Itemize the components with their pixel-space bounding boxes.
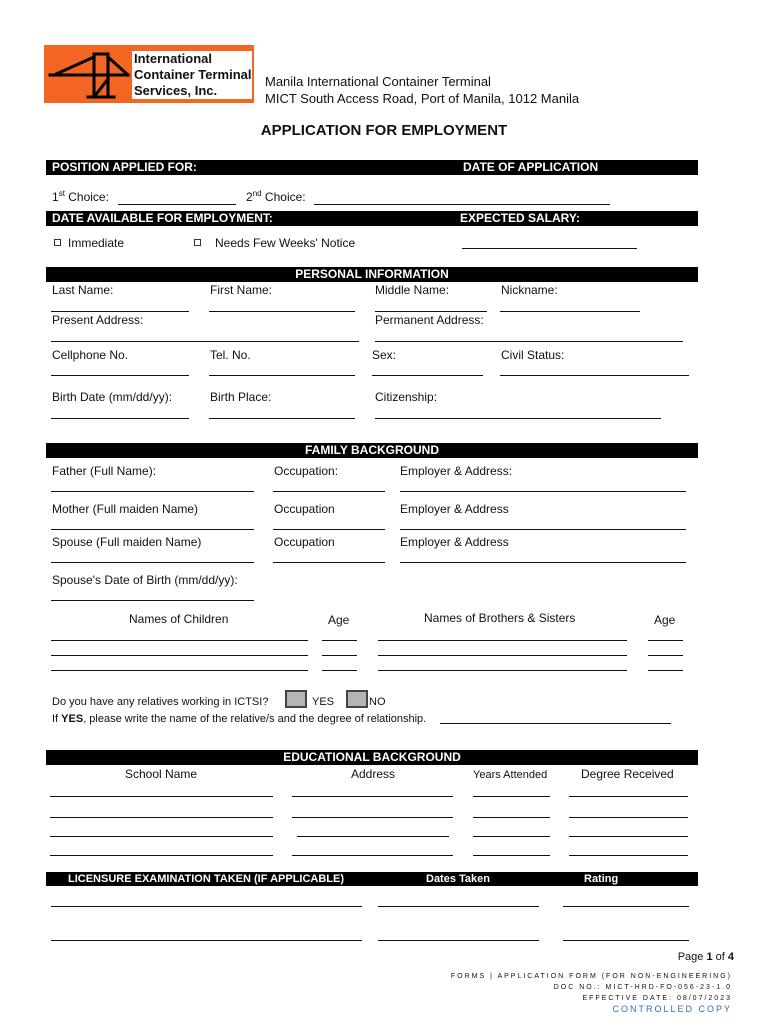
logo-text-line-1: International bbox=[134, 51, 213, 66]
permanent-address-field[interactable] bbox=[375, 341, 683, 342]
present-address-field[interactable] bbox=[51, 341, 359, 342]
school-address-field[interactable] bbox=[292, 855, 453, 856]
logo-text-block bbox=[132, 51, 252, 99]
present-address-label: Present Address: bbox=[52, 313, 144, 327]
footer-forms-line: FORMS | APPLICATION FORM (FOR NON-ENGINEERING) bbox=[450, 973, 732, 980]
children-header: Names of Children bbox=[129, 612, 229, 626]
school-address-field[interactable] bbox=[297, 836, 449, 837]
first-choice-field[interactable] bbox=[118, 204, 236, 205]
sibling-name-field[interactable] bbox=[378, 640, 627, 641]
educational-background-label: EDUCATIONAL BACKGROUND bbox=[283, 750, 461, 764]
father-label: Father (Full Name): bbox=[52, 464, 157, 478]
siblings-header: Names of Brothers & Sisters bbox=[424, 611, 576, 625]
cellphone-label: Cellphone No. bbox=[52, 348, 129, 362]
child-name-field[interactable] bbox=[51, 655, 308, 656]
crane-icon bbox=[48, 49, 130, 99]
spouse-occupation-field[interactable] bbox=[273, 562, 385, 563]
personal-info-label: PERSONAL INFORMATION bbox=[295, 267, 449, 281]
birth-date-label: Birth Date (mm/dd/yy): bbox=[52, 390, 173, 404]
first-name-field[interactable] bbox=[209, 311, 355, 312]
immediate-checkbox[interactable] bbox=[54, 239, 61, 246]
school-name-field[interactable] bbox=[50, 855, 273, 856]
last-name-field[interactable] bbox=[51, 311, 189, 312]
second-choice-label: 2nd Choice: bbox=[246, 189, 306, 204]
weeks-notice-label: Needs Few Weeks' Notice bbox=[215, 236, 356, 250]
spouse-occupation-label: Occupation bbox=[274, 535, 335, 549]
school-name-field[interactable] bbox=[50, 836, 273, 837]
spouse-label: Spouse (Full maiden Name) bbox=[52, 535, 202, 549]
rating-label: Rating bbox=[584, 873, 619, 885]
father-name-field[interactable] bbox=[51, 491, 254, 492]
sex-label: Sex: bbox=[372, 348, 397, 362]
school-name-header: School Name bbox=[125, 767, 198, 781]
years-attended-field[interactable] bbox=[473, 817, 550, 818]
mother-name-field[interactable] bbox=[51, 529, 254, 530]
relatives-field[interactable] bbox=[440, 723, 671, 724]
birth-place-field[interactable] bbox=[209, 418, 355, 419]
section-bar-availability bbox=[46, 211, 698, 226]
controlled-copy-label: CONTROLLED COPY bbox=[612, 1004, 732, 1014]
tel-label: Tel. No. bbox=[210, 348, 251, 362]
licensure-date-field[interactable] bbox=[378, 906, 539, 907]
sibling-age-field[interactable] bbox=[648, 640, 683, 641]
nickname-label: Nickname: bbox=[501, 283, 558, 297]
sex-field[interactable] bbox=[372, 375, 483, 376]
permanent-address-label: Permanent Address: bbox=[375, 313, 484, 327]
spouse-dob-field[interactable] bbox=[51, 600, 254, 601]
sibling-age-field[interactable] bbox=[648, 670, 683, 671]
nickname-field[interactable] bbox=[500, 311, 640, 312]
relatives-no-label: NO bbox=[369, 696, 386, 708]
family-background-label: FAMILY BACKGROUND bbox=[304, 443, 439, 457]
licensure-exam-field[interactable] bbox=[51, 940, 362, 941]
years-attended-field[interactable] bbox=[473, 855, 550, 856]
date-of-application-label: DATE OF APPLICATION bbox=[463, 160, 599, 174]
siblings-age-header: Age bbox=[654, 613, 676, 627]
child-name-field[interactable] bbox=[51, 670, 308, 671]
father-occupation-field[interactable] bbox=[273, 491, 385, 492]
civil-status-field[interactable] bbox=[500, 375, 689, 376]
child-age-field[interactable] bbox=[322, 640, 357, 641]
spouse-dob-label: Spouse's Date of Birth (mm/dd/yy): bbox=[52, 573, 238, 587]
spouse-name-field[interactable] bbox=[51, 562, 254, 563]
sibling-age-field[interactable] bbox=[648, 655, 683, 656]
company-logo bbox=[44, 45, 254, 103]
middle-name-field[interactable] bbox=[375, 311, 487, 312]
degree-received-field[interactable] bbox=[569, 855, 688, 856]
section-bar-position bbox=[46, 160, 698, 175]
expected-salary-field[interactable] bbox=[462, 248, 637, 249]
years-attended-field[interactable] bbox=[473, 836, 550, 837]
birth-place-label: Birth Place: bbox=[210, 390, 272, 404]
relatives-no-checkbox[interactable] bbox=[346, 690, 368, 708]
address-line-2: MICT South Access Road, Port of Manila, 1012 Manila bbox=[265, 91, 580, 106]
degree-received-field[interactable] bbox=[569, 796, 688, 797]
relatives-yes-label: YES bbox=[312, 696, 335, 708]
licensure-rating-field[interactable] bbox=[563, 906, 689, 907]
tel-field[interactable] bbox=[209, 375, 355, 376]
section-bar-family bbox=[46, 443, 698, 458]
last-name-label: Last Name: bbox=[52, 283, 114, 297]
dates-taken-label: Dates Taken bbox=[426, 873, 490, 885]
licensure-label: LICENSURE EXAMINATION TAKEN (IF APPLICABLE) bbox=[68, 873, 345, 885]
citizenship-field[interactable] bbox=[375, 418, 661, 419]
section-bar-personal bbox=[46, 267, 698, 282]
school-address-field[interactable] bbox=[292, 817, 453, 818]
mother-employer-label: Employer & Address bbox=[400, 502, 509, 516]
child-age-field[interactable] bbox=[322, 655, 357, 656]
immediate-label: Immediate bbox=[68, 236, 125, 250]
relatives-yes-checkbox[interactable] bbox=[285, 690, 307, 708]
licensure-rating-field[interactable] bbox=[563, 940, 689, 941]
expected-salary-label: EXPECTED SALARY: bbox=[460, 211, 581, 225]
footer-doc-no: DOC NO.: MICT-HRD-FO-056-23-1.0 bbox=[553, 984, 732, 991]
address-line-1: Manila International Container Terminal bbox=[265, 74, 491, 89]
mother-occupation-label: Occupation bbox=[274, 502, 335, 516]
degree-received-header: Degree Received bbox=[581, 767, 674, 781]
first-name-label: First Name: bbox=[210, 283, 273, 297]
child-age-field[interactable] bbox=[322, 670, 357, 671]
weeks-notice-checkbox[interactable] bbox=[194, 239, 201, 246]
spouse-employer-field[interactable] bbox=[400, 562, 686, 563]
school-name-field[interactable] bbox=[50, 796, 273, 797]
child-name-field[interactable] bbox=[51, 640, 308, 641]
relatives-instruction: If YES, please write the name of the relative/s and the degree of relationship. bbox=[52, 713, 427, 725]
section-bar-licensure bbox=[46, 872, 698, 886]
sibling-name-field[interactable] bbox=[378, 655, 627, 656]
cellphone-field[interactable] bbox=[51, 375, 189, 376]
first-choice-label: 1st Choice: bbox=[52, 189, 109, 204]
licensure-exam-field[interactable] bbox=[51, 906, 362, 907]
page-number: Page 1 of 4 bbox=[677, 951, 734, 963]
sibling-name-field[interactable] bbox=[378, 670, 627, 671]
school-address-field[interactable] bbox=[292, 796, 453, 797]
mother-employer-field[interactable] bbox=[400, 529, 686, 530]
degree-received-field[interactable] bbox=[569, 817, 688, 818]
position-bar-label: POSITION APPLIED FOR: bbox=[52, 160, 197, 174]
mother-occupation-field[interactable] bbox=[273, 529, 385, 530]
degree-received-field[interactable] bbox=[569, 836, 688, 837]
spouse-employer-label: Employer & Address bbox=[400, 535, 509, 549]
logo-text-line-2: Container Terminal bbox=[134, 67, 252, 82]
section-bar-education bbox=[46, 750, 698, 765]
second-choice-field[interactable] bbox=[314, 204, 610, 205]
years-attended-header: Years Attended bbox=[473, 769, 548, 781]
father-occupation-label: Occupation: bbox=[274, 464, 339, 478]
father-employer-field[interactable] bbox=[400, 491, 686, 492]
school-name-field[interactable] bbox=[50, 817, 273, 818]
middle-name-label: Middle Name: bbox=[375, 283, 450, 297]
father-employer-label: Employer & Address: bbox=[400, 464, 513, 478]
form-title: APPLICATION FOR EMPLOYMENT bbox=[260, 122, 508, 139]
address-header: Address bbox=[351, 767, 396, 781]
logo-text-line-3: Services, Inc. bbox=[134, 83, 218, 98]
birth-date-field[interactable] bbox=[51, 418, 189, 419]
years-attended-field[interactable] bbox=[473, 796, 550, 797]
footer-effective-date: EFFECTIVE DATE: 08/07/2023 bbox=[582, 995, 732, 1002]
relatives-question: Do you have any relatives working in ICTSI? bbox=[52, 696, 269, 708]
licensure-date-field[interactable] bbox=[378, 940, 539, 941]
children-age-header: Age bbox=[328, 613, 350, 627]
mother-label: Mother (Full maiden Name) bbox=[52, 502, 199, 516]
citizenship-label: Citizenship: bbox=[375, 390, 438, 404]
civil-status-label: Civil Status: bbox=[501, 348, 565, 362]
date-available-label: DATE AVAILABLE FOR EMPLOYMENT: bbox=[52, 211, 273, 225]
